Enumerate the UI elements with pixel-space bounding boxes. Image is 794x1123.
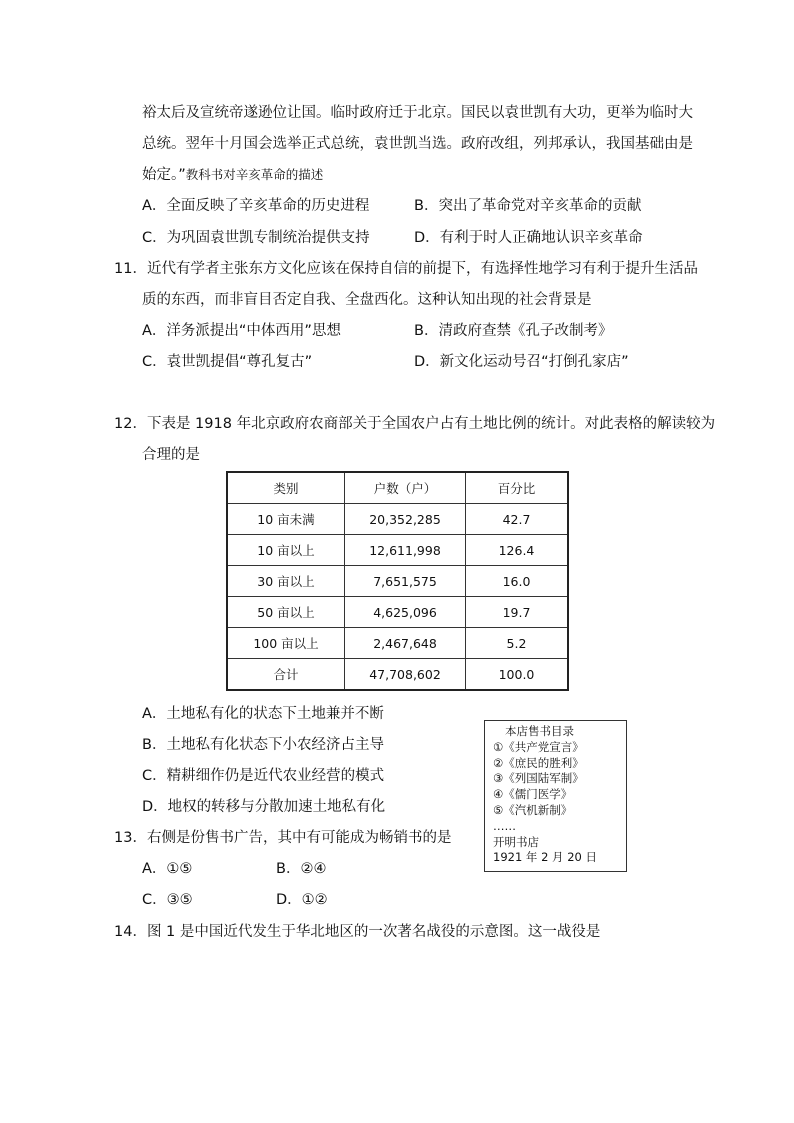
intro-line-3-text: 始定。”: [142, 167, 186, 183]
q12-stem-line-2: 合理的是: [142, 447, 200, 463]
q11-option-c: C．袁世凯提倡“尊孔复古”: [142, 354, 313, 370]
table-row: [227, 597, 568, 628]
table-row: [227, 566, 568, 597]
table-cell: 30 亩以上: [227, 566, 345, 597]
table-cell: 10 亩以上: [227, 535, 345, 566]
intro-line-3: [142, 166, 323, 184]
table-cell: 4,625,096: [345, 597, 466, 628]
table-row: [227, 628, 568, 659]
ad-date: 1921 年 2 月 20 日: [493, 850, 597, 865]
land-statistics-table: [226, 471, 569, 691]
table-header-row: [227, 472, 568, 504]
q13-option-a: A．①⑤: [142, 861, 193, 877]
ad-book-item: ③《列国陆军制》: [493, 771, 584, 786]
q11-option-b: B．清政府查禁《孔子改制考》: [414, 323, 613, 339]
ad-title: 本店售书目录: [505, 724, 574, 738]
q11-stem-line-2: 质的东西，而非盲目否定自我、全盘西化。这种认知出现的社会背景是: [142, 292, 592, 308]
q12-option-d: D．地权的转移与分散加速土地私有化: [142, 799, 386, 815]
table-cell: 12,611,998: [345, 535, 466, 566]
ad-book-item: ④《儒门医学》: [493, 787, 573, 802]
q13-option-d: D．①②: [276, 892, 328, 908]
table-row: [227, 504, 568, 535]
table-cell: 100.0: [466, 659, 569, 691]
q12-option-a: A．土地私有化的状态下土地兼并不断: [142, 706, 384, 722]
table-cell: 16.0: [466, 566, 569, 597]
q13-stem: 13．右侧是份售书广告，其中有可能成为畅销书的是: [114, 830, 452, 846]
table-total-row: [227, 659, 568, 691]
table-row: [227, 535, 568, 566]
table-cell: 合计: [227, 659, 345, 691]
q10-option-b: B．突出了革命党对辛亥革命的贡献: [414, 198, 642, 214]
table-cell: 20,352,285: [345, 504, 466, 535]
table-header-cell: 百分比: [466, 472, 569, 504]
q14-stem: 14．图 1 是中国近代发生于华北地区的一次著名战役的示意图。这一战役是: [114, 924, 601, 940]
table-header-cell: 类别: [227, 472, 345, 504]
table-cell: 126.4: [466, 535, 569, 566]
bookstore-ad-box: [484, 720, 627, 872]
intro-line-2: 总统。翌年十月国会选举正式总统，袁世凯当选。政府改组，列邦承认，我国基础由是: [142, 136, 693, 152]
table-cell: 2,467,648: [345, 628, 466, 659]
table-cell: 100 亩以上: [227, 628, 345, 659]
table-header-cell: 户数（户）: [345, 472, 466, 504]
table-cell: 19.7: [466, 597, 569, 628]
q10-option-a: A．全面反映了辛亥革命的历史进程: [142, 198, 370, 214]
table-cell: 7,651,575: [345, 566, 466, 597]
intro-line-1: 裕太后及宣统帝遂逊位让国。临时政府迁于北京。国民以袁世凯有大功，更举为临时大: [142, 105, 693, 121]
ad-shop-name: 开明书店: [493, 834, 539, 849]
table-cell: 42.7: [466, 504, 569, 535]
q11-stem-line-1: 11．近代有学者主张东方文化应该在保持自信的前提下，有选择性地学习有利于提升生活品: [114, 261, 698, 277]
table-cell: 50 亩以上: [227, 597, 345, 628]
table-cell: 5.2: [466, 628, 569, 659]
q13-option-c: C．③⑤: [142, 892, 193, 908]
q12-stem-line-1: 12．下表是 1918 年北京政府农商部关于全国农户占有土地比例的统计。对此表格的解读较为: [114, 416, 716, 432]
ad-book-item: ①《共产党宣言》: [493, 739, 584, 754]
q10-option-d: D．有利于时人正确地认识辛亥革命: [414, 230, 643, 246]
table-cell: 47,708,602: [345, 659, 466, 691]
ad-book-item: ⑤《汽机新制》: [493, 802, 573, 817]
ad-ellipsis: ……: [493, 818, 516, 833]
q12-option-c: C．精耕细作仍是近代农业经营的模式: [142, 768, 385, 784]
intro-source-note: 教科书对辛亥革命的描述: [185, 167, 324, 182]
q11-option-a: A．洋务派提出“中体西用”思想: [142, 323, 341, 339]
q10-option-c: C．为巩固袁世凯专制统治提供支持: [142, 230, 370, 246]
q11-option-d: D．新文化运动号召“打倒孔家店”: [414, 354, 629, 370]
ad-book-item: ②《庶民的胜利》: [493, 755, 584, 770]
q12-option-b: B．土地私有化状态下小农经济占主导: [142, 737, 384, 753]
q13-option-b: B．②④: [276, 861, 327, 877]
table-cell: 10 亩未满: [227, 504, 345, 535]
